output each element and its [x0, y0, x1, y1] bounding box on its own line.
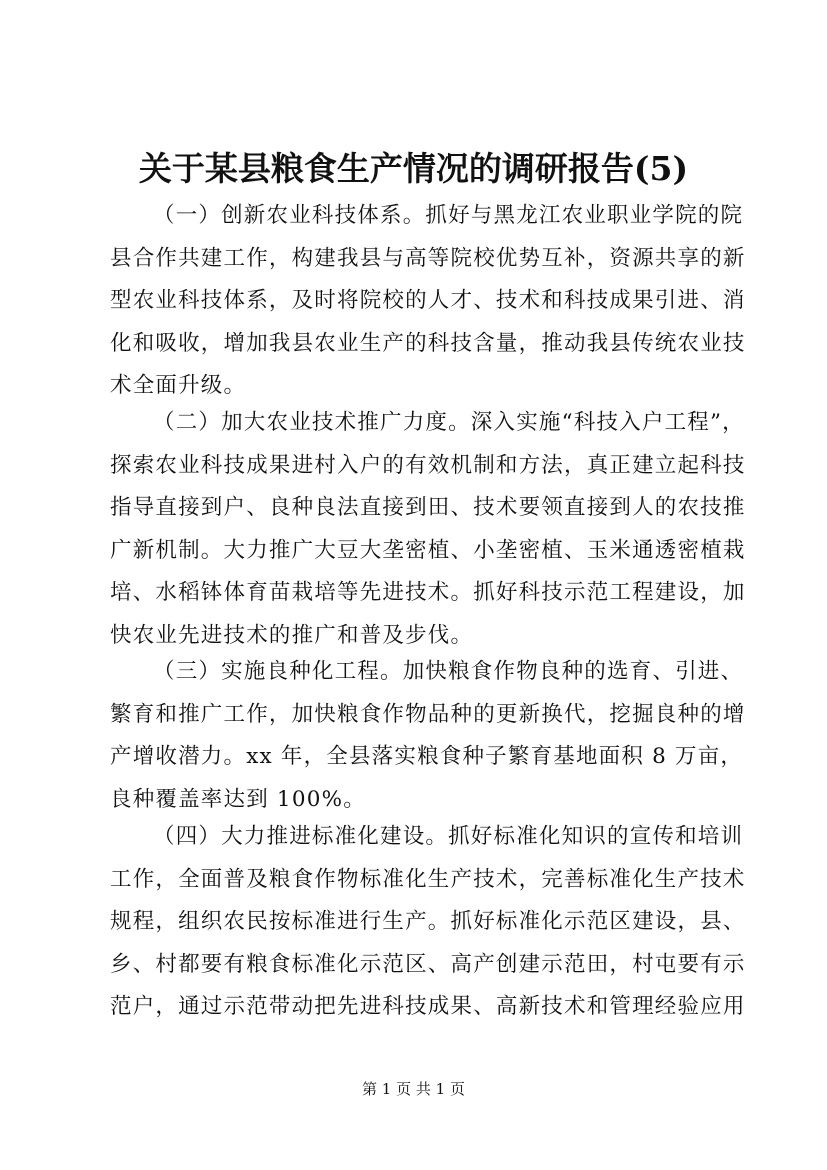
- document-title: 关于某县粮食生产情况的调研报告(5): [138, 149, 689, 188]
- page-footer: 第 1 页 共 1 页: [362, 1080, 465, 1098]
- paragraph-1: [110, 195, 746, 408]
- paragraph-line: 乡、村都要有粮食标准化示范区、高产创建示范田，村屯要有示: [110, 951, 746, 977]
- paragraph-2: [110, 402, 746, 658]
- paragraph-line: 工作，全面普及粮食作物标准化生产技术，完善标准化生产技术: [110, 866, 746, 892]
- paragraph-line: 探索农业科技成果进村入户的有效机制和方法，真正建立起科技: [110, 452, 746, 478]
- paragraph-line: 型农业科技体系，及时将院校的人才、技术和科技成果引进、消: [110, 288, 746, 314]
- paragraph-line: 范户，通过示范带动把先进科技成果、高新技术和管理经验应用: [110, 994, 746, 1020]
- paragraph-line: 繁育和推广工作，加快粮食作物品种的更新换代，挖掘良种的增: [110, 701, 746, 727]
- paragraph-line: 快农业先进技术的推广和普及步伐。: [110, 622, 474, 648]
- paragraph-line: （四）大力推进标准化建设。抓好标准化知识的宣传和培训: [153, 824, 744, 849]
- paragraph-3: [110, 651, 746, 821]
- paragraph-4: [110, 816, 746, 1029]
- paragraph-line: 产增收潜力。xx 年，全县落实粮食种子繁育基地面积 8 万亩，: [110, 744, 744, 770]
- paragraph-line: 化和吸收，增加我县农业生产的科技含量，推动我县传统农业技: [110, 330, 746, 356]
- paragraph-line: 术全面升级。: [110, 373, 247, 399]
- paragraph-line: （三）实施良种化工程。加快粮食作物良种的选育、引进、: [153, 659, 744, 684]
- paragraph-line: 规程，组织农民按标准进行生产。抓好标准化示范区建设，县、: [110, 909, 746, 935]
- paragraph-line: 良种覆盖率达到 100%。: [110, 786, 366, 812]
- paragraph-line: （一）创新农业科技体系。抓好与黑龙江农业职业学院的院: [153, 203, 744, 228]
- paragraph-line: （二）加大农业技术推广力度。深入实施“科技入户工程”，: [153, 410, 745, 435]
- paragraph-line: 培、水稻钵体育苗栽培等先进技术。抓好科技示范工程建设，加: [110, 580, 746, 606]
- paragraph-line: 县合作共建工作，构建我县与高等院校优势互补，资源共享的新: [110, 245, 746, 271]
- paragraph-line: 广新机制。大力推广大豆大垄密植、小垄密植、玉米通透密植栽: [110, 537, 746, 563]
- paragraph-line: 指导直接到户、良种良法直接到田、技术要领直接到人的农技推: [110, 495, 746, 521]
